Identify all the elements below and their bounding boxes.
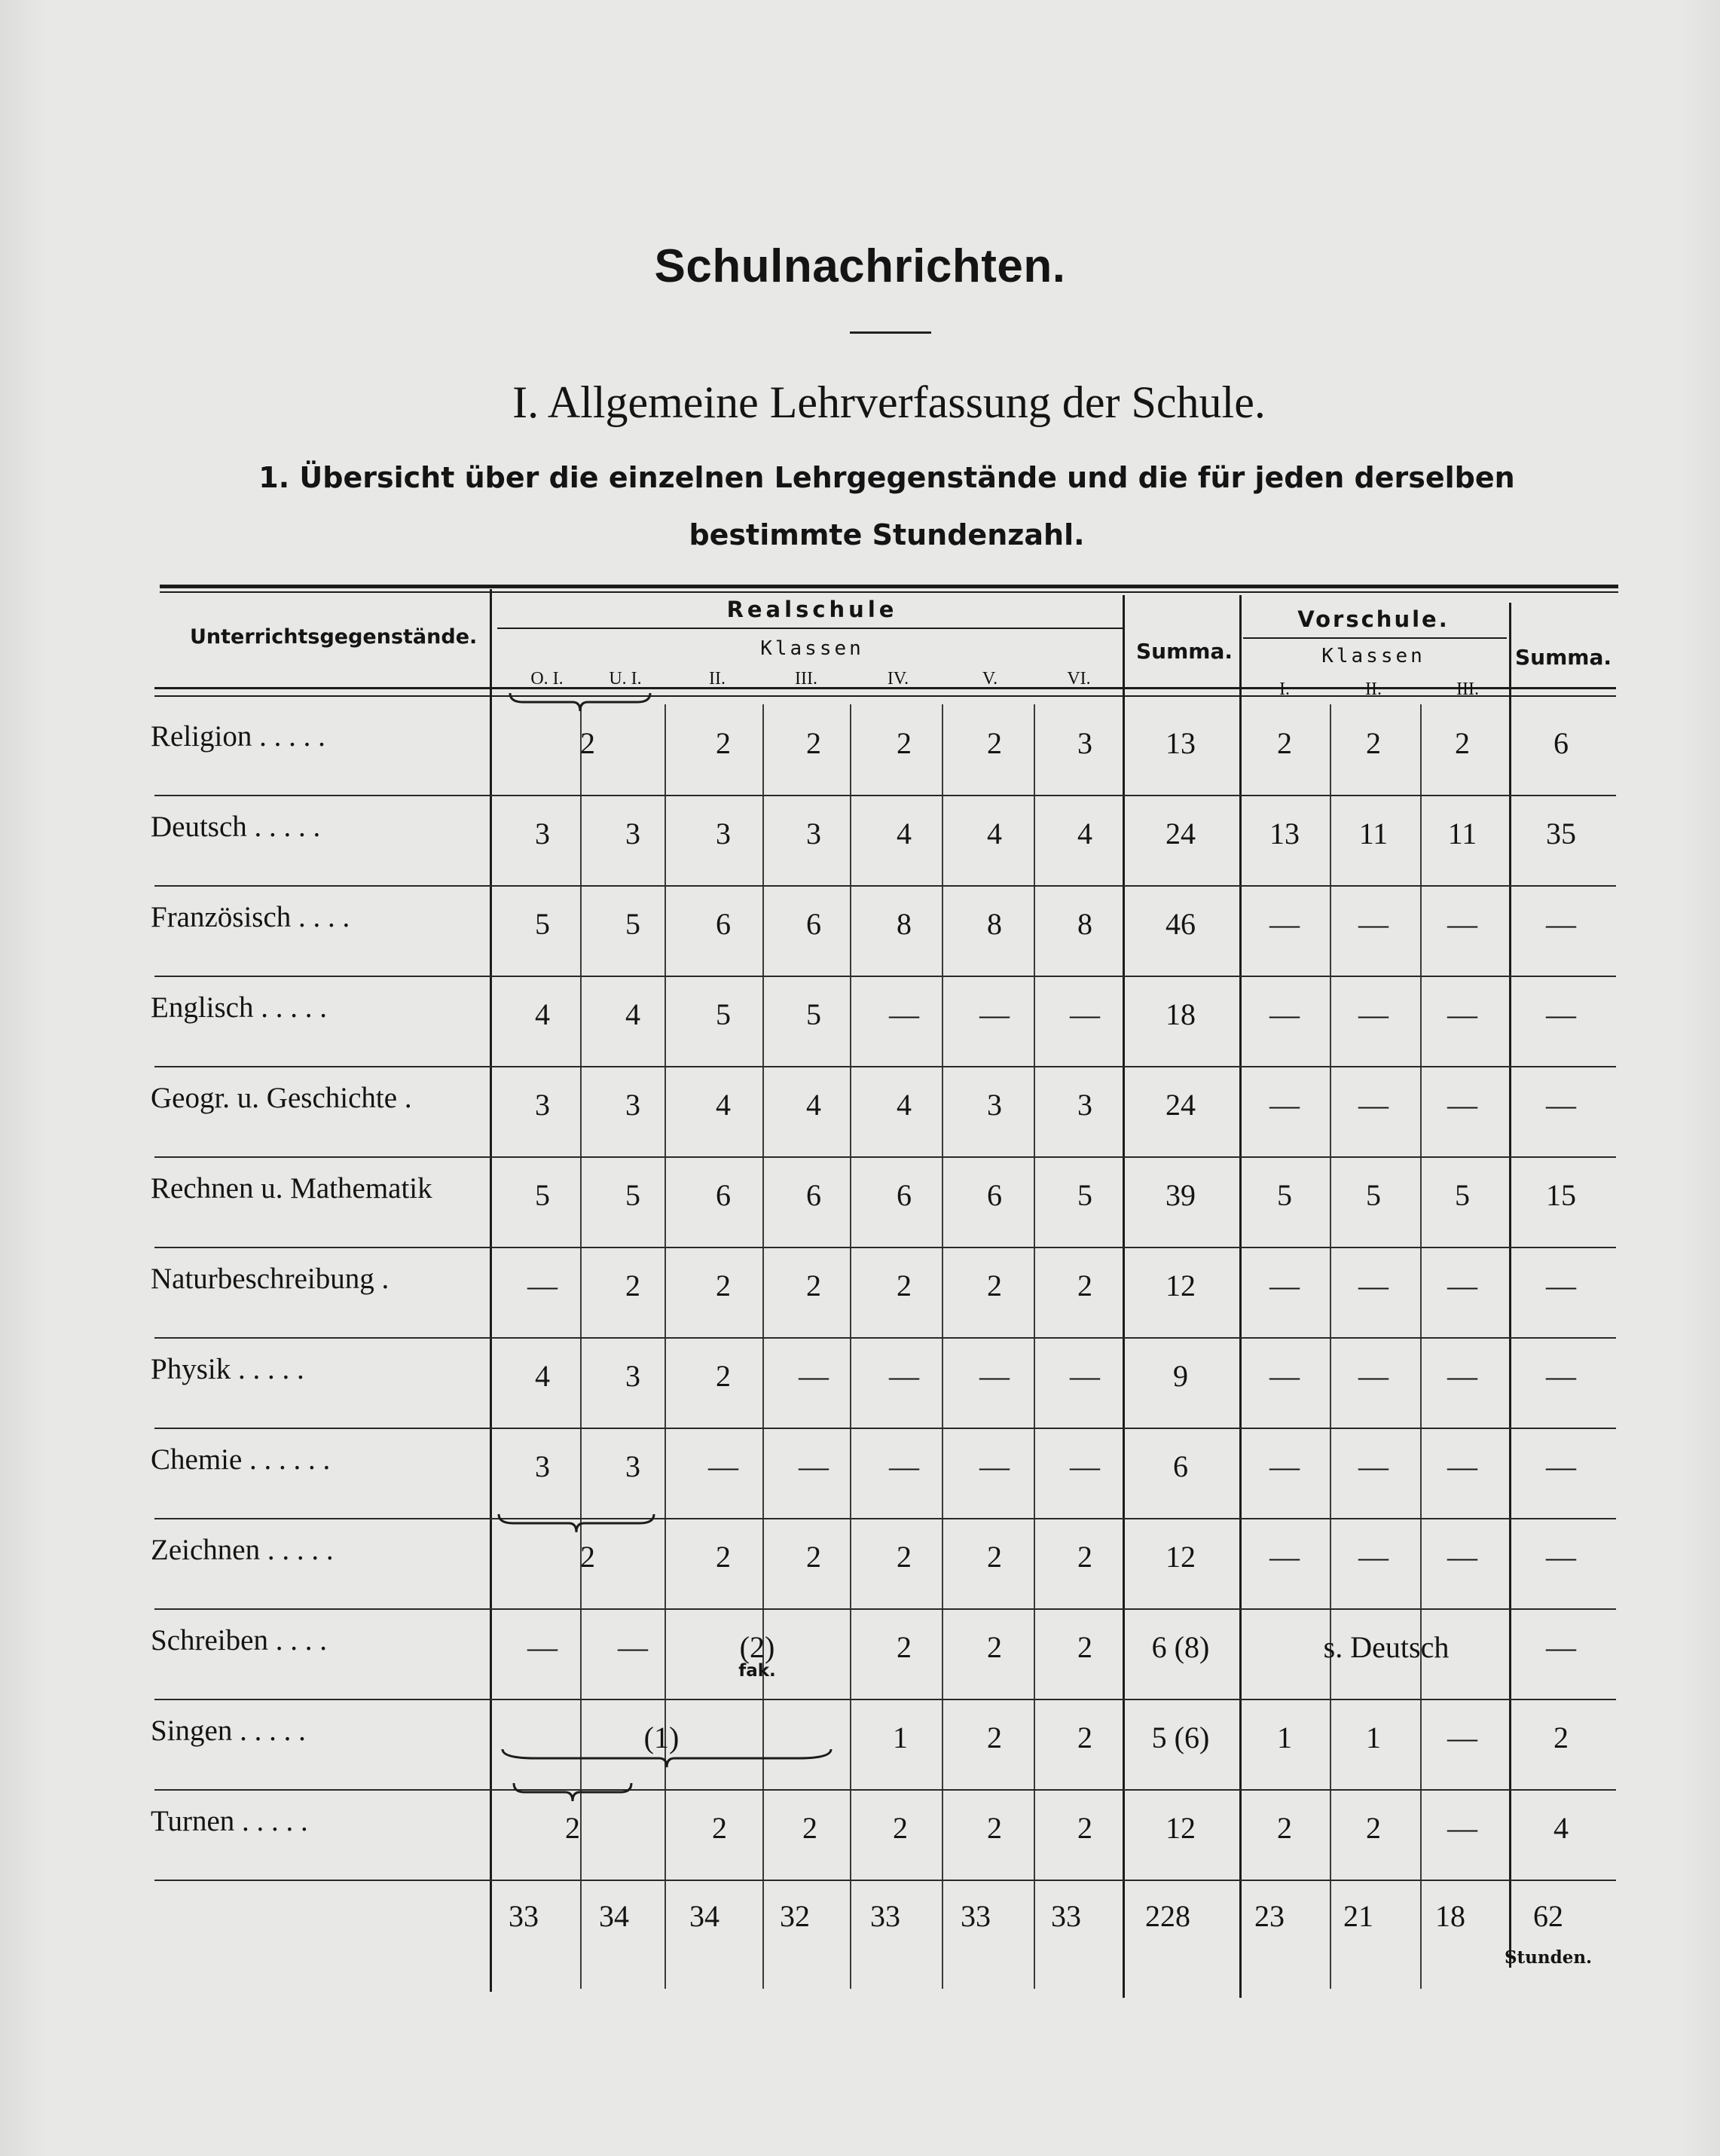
table-cell: 2	[987, 1630, 1002, 1664]
table-cell: 3	[1077, 1088, 1092, 1122]
header-class-4: IV.	[887, 669, 909, 689]
table-cell: 12	[1166, 1811, 1196, 1845]
header-class-6: VI.	[1067, 669, 1091, 689]
header-klassen-vor: Klassen	[1321, 645, 1425, 667]
table-cell: 2	[1553, 1721, 1569, 1754]
realschule-rule	[497, 628, 1123, 629]
table-cell: 5	[1277, 1178, 1292, 1212]
vorschule-rule	[1243, 637, 1507, 639]
table-cell: —	[1358, 1540, 1389, 1574]
table-cell: 3	[535, 817, 550, 850]
table-cell: 5	[1077, 1178, 1092, 1212]
table-cell: 5	[1455, 1178, 1470, 1212]
table-cell: —	[1546, 1269, 1576, 1302]
column-divider	[942, 704, 943, 1989]
table-cell: —	[799, 1359, 829, 1393]
table-cell: —	[1269, 907, 1300, 941]
table-cell: 39	[1166, 1178, 1196, 1212]
table-cell: —	[1447, 1540, 1477, 1574]
subsection-heading: 1. Übersicht über die einzelnen Lehrgegenstände und die für jeden derselben bestimmte Stundenzahl.	[258, 461, 1515, 551]
total-cell: 62	[1533, 1899, 1563, 1933]
table-cell: —	[1070, 1359, 1100, 1393]
table-cell: 2	[712, 1811, 727, 1845]
section-heading: I. Allgemeine Lehrverfassung der Schule.	[512, 377, 1266, 427]
table-cell: 13	[1166, 726, 1196, 760]
table-cell: —	[1447, 1359, 1477, 1393]
table-cell: —	[618, 1630, 648, 1664]
table-cell: —	[1269, 997, 1300, 1031]
header-vor-class-0: I.	[1279, 679, 1290, 699]
table-cell: 8	[1077, 907, 1092, 941]
header-bottom-rule	[154, 687, 1616, 689]
table-cell: 2	[806, 1269, 821, 1302]
row-divider	[154, 885, 1616, 887]
table-cell: 2	[806, 1540, 821, 1574]
table-cell: 6	[897, 1178, 912, 1212]
table-cell: 6 (8)	[1151, 1630, 1210, 1664]
row-subject: Geogr. u. Geschichte .	[151, 1082, 412, 1114]
total-cell: 33	[961, 1899, 991, 1933]
table-cell: 6	[1173, 1449, 1188, 1483]
total-cell: 33	[1051, 1899, 1081, 1933]
table-cell: —	[1546, 997, 1576, 1031]
table-cell: 12	[1166, 1540, 1196, 1574]
table-cell: 8	[897, 907, 912, 941]
table-cell: —	[1358, 1359, 1389, 1393]
header-class-3: III.	[795, 669, 817, 689]
column-divider	[762, 704, 764, 1989]
row-subject: Englisch . . . . .	[151, 991, 327, 1024]
table-cell: —	[1546, 1359, 1576, 1393]
table-cell: 2	[716, 726, 731, 760]
table-cell: —	[979, 997, 1010, 1031]
table-cell: —	[1269, 1088, 1300, 1122]
brace-icon	[509, 692, 652, 714]
header-vor-class-1: II.	[1365, 679, 1382, 699]
header-class-1: U. I.	[609, 669, 642, 689]
table-cell: —	[1546, 907, 1576, 941]
table-cell: 4	[1077, 817, 1092, 850]
table-top-rule	[160, 585, 1618, 588]
table-cell: —	[979, 1449, 1010, 1483]
table-cell: 2	[897, 1630, 912, 1664]
column-divider	[850, 704, 851, 1989]
table-cell: 5	[806, 997, 821, 1031]
table-cell: 6	[987, 1178, 1002, 1212]
row-divider	[154, 1789, 1616, 1791]
table-cell: 5	[535, 1178, 550, 1212]
table-cell: 2	[987, 1811, 1002, 1845]
table-cell: 2	[625, 1269, 640, 1302]
table-cell: —	[1546, 1449, 1576, 1483]
table-cell: —	[1358, 907, 1389, 941]
column-divider	[1509, 603, 1511, 1968]
header-realschule: Realschule	[726, 597, 898, 622]
table-cell: —	[1546, 1540, 1576, 1574]
row-subject: Französisch . . . .	[151, 901, 350, 933]
table-cell: 2	[1366, 726, 1381, 760]
table-cell: —	[1269, 1449, 1300, 1483]
table-cell: —	[1358, 1088, 1389, 1122]
table-cell: 4	[806, 1088, 821, 1122]
row-subject: Zeichnen . . . . .	[151, 1534, 334, 1566]
header-bottom-rule-thin	[154, 695, 1616, 697]
table-cell: 4	[535, 997, 550, 1031]
table-cell: 2	[897, 726, 912, 760]
table-cell: —	[708, 1449, 738, 1483]
table-cell: 2	[806, 726, 821, 760]
table-cell: 2	[1277, 1811, 1292, 1845]
column-divider	[1239, 595, 1242, 1998]
table-cell: 35	[1546, 817, 1576, 850]
table-cell: 2	[987, 726, 1002, 760]
table-cell: —	[1358, 1449, 1389, 1483]
table-cell: 3	[987, 1088, 1002, 1122]
brace-icon	[497, 1513, 655, 1535]
header-vorschule: Vorschule.	[1297, 606, 1450, 632]
header-subjects: Unterrichtsgegenstände.	[190, 625, 478, 649]
table-cell: —	[889, 1449, 919, 1483]
table-cell: —	[799, 1449, 829, 1483]
row-note: fak.	[738, 1661, 776, 1681]
table-cell: —	[979, 1359, 1010, 1393]
table-cell: 11	[1447, 817, 1477, 850]
total-cell: 32	[780, 1899, 810, 1933]
table-cell: 6	[806, 1178, 821, 1212]
table-cell: 2	[716, 1269, 731, 1302]
column-divider	[664, 704, 666, 1989]
column-divider	[1330, 704, 1331, 1989]
table-cell: 46	[1166, 907, 1196, 941]
table-cell: 18	[1166, 997, 1196, 1031]
table-cell: 9	[1173, 1359, 1188, 1393]
row-divider	[154, 1880, 1616, 1881]
table-cell: —	[1070, 997, 1100, 1031]
page-title: Schulnachrichten.	[654, 240, 1066, 292]
table-cell: 4	[716, 1088, 731, 1122]
row-subject: Deutsch . . . . .	[151, 811, 321, 843]
header-summa-real: Summa.	[1136, 639, 1233, 664]
table-cell: —	[1447, 1721, 1477, 1754]
table-cell: 2	[897, 1269, 912, 1302]
table-cell: —	[1447, 997, 1477, 1031]
row-subject: Religion . . . . .	[151, 720, 325, 753]
table-cell: 24	[1166, 1088, 1196, 1122]
table-cell: 3	[535, 1449, 550, 1483]
table-cell: 4	[1553, 1811, 1569, 1845]
row-divider	[154, 1699, 1616, 1700]
table-cell: 3	[716, 817, 731, 850]
header-class-0: O. I.	[530, 669, 564, 689]
header-klassen-real: Klassen	[760, 637, 864, 660]
row-divider	[154, 1518, 1616, 1519]
header-class-5: V.	[982, 669, 998, 689]
table-cell: 2	[1455, 726, 1470, 760]
row-divider	[154, 795, 1616, 796]
table-cell: —	[1546, 1088, 1576, 1122]
header-vor-class-2: III.	[1456, 679, 1479, 699]
table-cell: 2	[580, 726, 595, 760]
table-cell: —	[1269, 1269, 1300, 1302]
title-divider	[850, 331, 931, 334]
table-cell: 4	[897, 817, 912, 850]
table-cell: —	[889, 997, 919, 1031]
table-cell: 1	[893, 1721, 908, 1754]
row-subject: Physik . . . . .	[151, 1353, 304, 1385]
table-cell: 2	[987, 1269, 1002, 1302]
table-cell: 2	[1277, 726, 1292, 760]
table-cell: 2	[716, 1540, 731, 1574]
row-divider	[154, 1337, 1616, 1339]
table-cell: 4	[987, 817, 1002, 850]
total-cell: 34	[689, 1899, 719, 1933]
table-cell: 3	[625, 817, 640, 850]
table-cell: 12	[1166, 1269, 1196, 1302]
table-cell: 1	[1366, 1721, 1381, 1754]
table-cell: 2	[987, 1721, 1002, 1754]
table-cell: 4	[535, 1359, 550, 1393]
row-divider	[154, 976, 1616, 977]
table-cell: —	[527, 1630, 558, 1664]
table-cell: 6	[1553, 726, 1569, 760]
total-cell: 23	[1254, 1899, 1285, 1933]
row-divider	[154, 1608, 1616, 1610]
table-top-rule-thin	[160, 591, 1618, 593]
table-cell: 3	[625, 1088, 640, 1122]
column-divider	[1420, 704, 1422, 1989]
table-cell: —	[1447, 907, 1477, 941]
table-cell: 1	[1277, 1721, 1292, 1754]
row-subject: Schreiben . . . .	[151, 1624, 327, 1657]
table-cell: 13	[1269, 817, 1300, 850]
table-cell: 2	[565, 1811, 580, 1845]
table-cell: 2	[1077, 1721, 1092, 1754]
table-cell: 5	[716, 997, 731, 1031]
brace-icon	[501, 1748, 833, 1770]
table-cell: 2	[893, 1811, 908, 1845]
row-divider	[154, 1156, 1616, 1158]
table-cell: 6	[716, 907, 731, 941]
row-subject: Rechnen u. Mathematik	[151, 1172, 432, 1205]
row-subject: Singen . . . . .	[151, 1715, 306, 1747]
table-cell: 2	[580, 1540, 595, 1574]
table-cell: s. Deutsch	[1323, 1630, 1450, 1664]
table-cell: —	[1358, 1269, 1389, 1302]
header-summa-vor: Summa.	[1515, 645, 1612, 670]
table-cell: (1)	[643, 1721, 680, 1754]
table-cell: —	[1546, 1630, 1576, 1664]
table-cell: 2	[1077, 1540, 1092, 1574]
brace-icon	[512, 1782, 633, 1804]
table-cell: 11	[1358, 817, 1389, 850]
total-cell: 18	[1435, 1899, 1465, 1933]
table-cell: 3	[625, 1359, 640, 1393]
table-cell: 6	[716, 1178, 731, 1212]
table-cell: —	[1269, 1359, 1300, 1393]
table-cell: 5	[1366, 1178, 1381, 1212]
table-cell: 24	[1166, 817, 1196, 850]
table-cell: 4	[897, 1088, 912, 1122]
row-subject: Naturbeschreibung .	[151, 1263, 390, 1295]
table-cell: —	[1447, 1088, 1477, 1122]
table-cell: —	[527, 1269, 558, 1302]
table-cell: 4	[625, 997, 640, 1031]
table-cell: 3	[1077, 726, 1092, 760]
row-divider	[154, 1066, 1616, 1067]
table-cell: 8	[987, 907, 1002, 941]
column-divider	[1034, 704, 1035, 1989]
row-subject: Chemie . . . . . .	[151, 1443, 331, 1476]
table-cell: 3	[806, 817, 821, 850]
table-cell: 2	[1077, 1630, 1092, 1664]
total-cell: 33	[509, 1899, 539, 1933]
column-divider	[1123, 595, 1125, 1998]
table-cell: 2	[716, 1359, 731, 1393]
row-divider	[154, 1247, 1616, 1248]
table-cell: 5 (6)	[1151, 1721, 1210, 1754]
table-cell: 15	[1546, 1178, 1576, 1212]
total-unit: Stunden.	[1504, 1947, 1593, 1968]
table-cell: 2	[802, 1811, 817, 1845]
table-cell: —	[1070, 1449, 1100, 1483]
total-cell: 34	[599, 1899, 629, 1933]
table-cell: 2	[1366, 1811, 1381, 1845]
table-cell: —	[1358, 997, 1389, 1031]
table-cell: —	[1447, 1811, 1477, 1845]
table-cell: —	[1447, 1449, 1477, 1483]
column-divider	[490, 589, 492, 1992]
table-cell: —	[889, 1359, 919, 1393]
row-divider	[154, 1428, 1616, 1429]
table-cell: 2	[1077, 1811, 1092, 1845]
total-cell: 33	[870, 1899, 900, 1933]
table-cell: 2	[1077, 1269, 1092, 1302]
table-cell: —	[1269, 1540, 1300, 1574]
table-cell: 5	[535, 907, 550, 941]
table-cell: 5	[625, 907, 640, 941]
table-cell: 3	[625, 1449, 640, 1483]
table-cell: 2	[897, 1540, 912, 1574]
table-cell: 2	[987, 1540, 1002, 1574]
table-cell: 6	[806, 907, 821, 941]
total-cell: 228	[1145, 1899, 1190, 1933]
total-cell: 21	[1343, 1899, 1373, 1933]
table-cell: (2)	[739, 1630, 775, 1664]
table-cell: 3	[535, 1088, 550, 1122]
row-subject: Turnen . . . . .	[151, 1805, 308, 1837]
table-cell: —	[1447, 1269, 1477, 1302]
table-cell: 5	[625, 1178, 640, 1212]
header-class-2: II.	[709, 669, 726, 689]
